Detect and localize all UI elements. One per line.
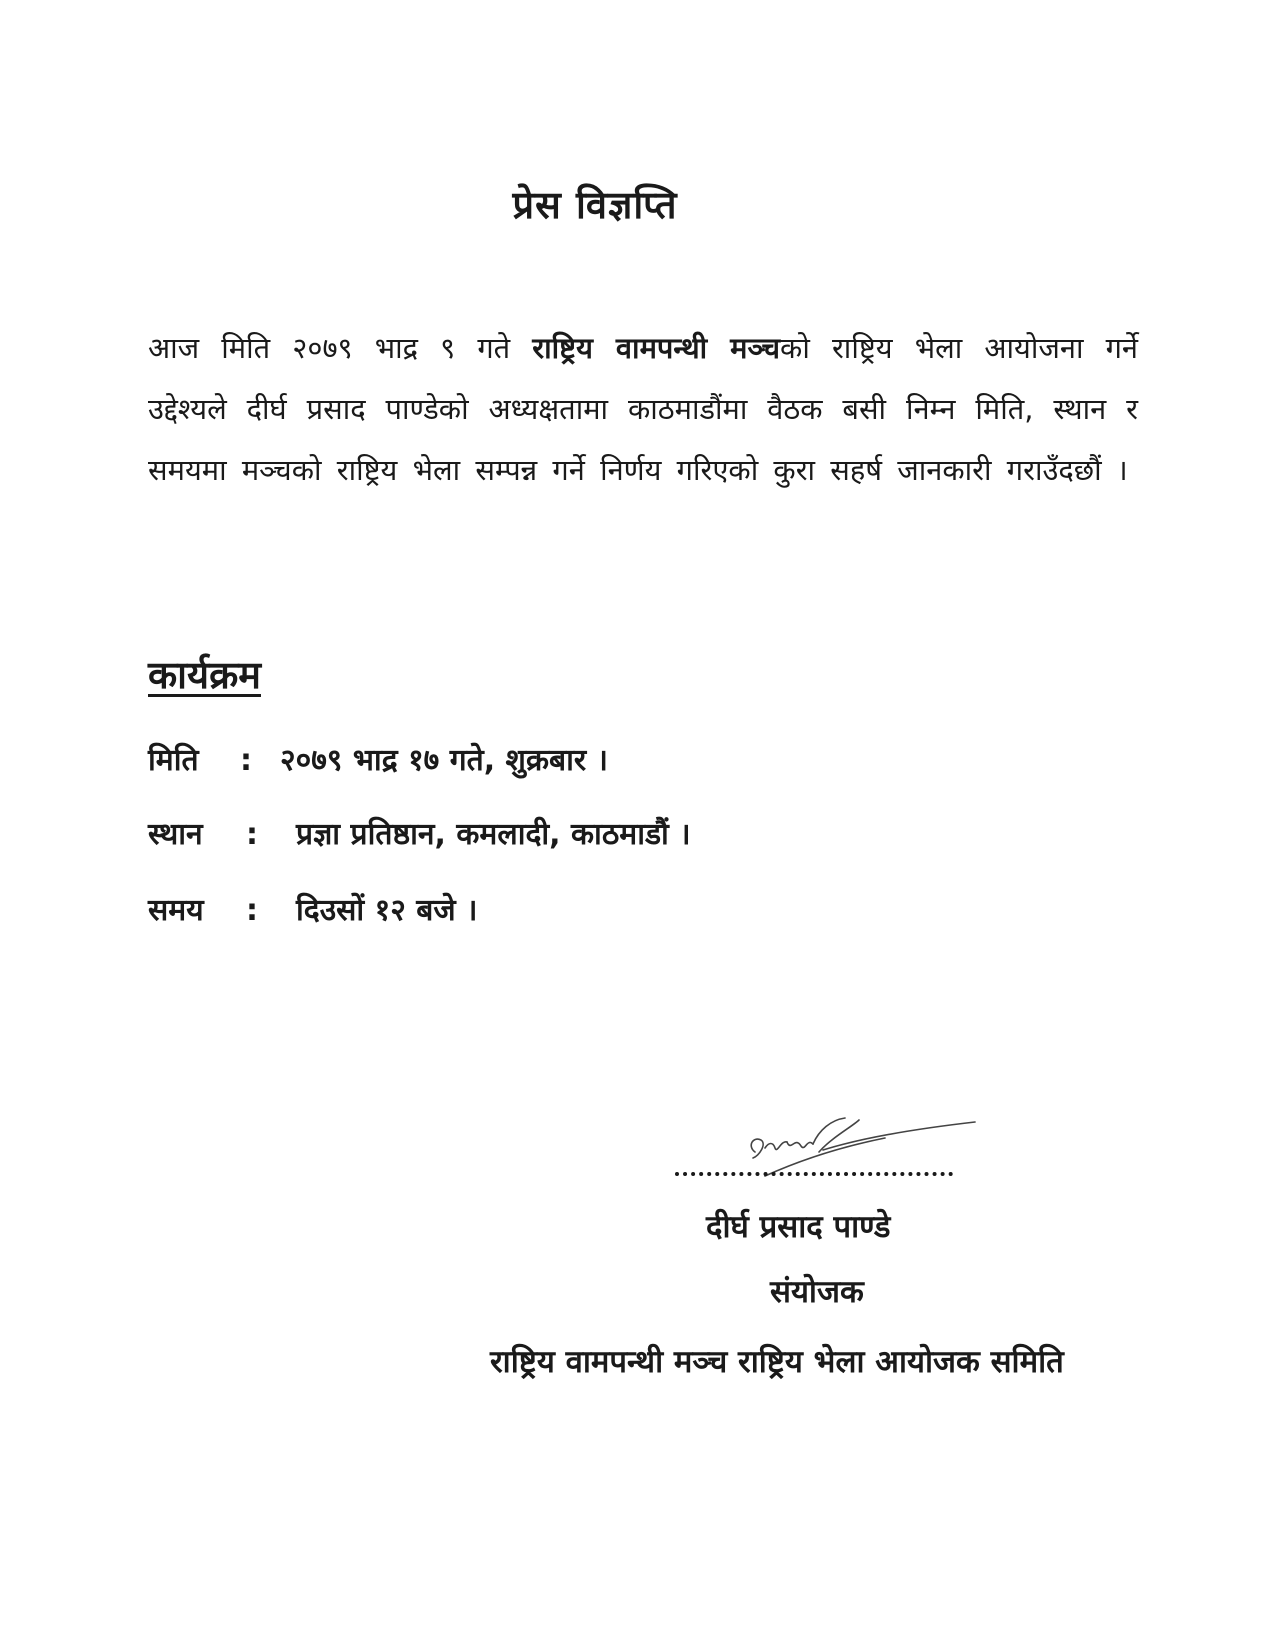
signature-line [675,1172,953,1176]
program-time-row [148,888,477,929]
signatory-name: दीर्घ प्रसाद पाण्डे [706,1209,891,1245]
program-date-row [148,738,608,779]
date-separator: : [240,743,252,778]
handwritten-signature [735,1112,985,1178]
time-label: समय [148,893,204,928]
time-value: दिउसों १२ बजे । [296,893,478,928]
program-heading: कार्यक्रम [148,653,261,697]
signatory-role: संयोजक [770,1274,864,1310]
intro-text-part1: आज मिति २०७९ भाद्र ९ गते [148,331,533,365]
date-value: २०७९ भाद्र १७ गते, शुक्रबार । [280,743,608,778]
signatory-organization: राष्ट्रिय वामपन्थी मञ्च राष्ट्रिय भेला आयोजक समिति [490,1344,1064,1380]
place-value: प्रज्ञा प्रतिष्ठान, कमलादी, काठमाडौं । [296,817,691,852]
time-separator: : [246,893,258,928]
intro-org-name: राष्ट्रिय वामपन्थी मञ्च [532,331,781,365]
document-title: प्रेस विज्ञप्ति [512,183,678,227]
date-label: मिति [148,743,199,778]
place-label: स्थान [148,817,203,852]
program-place-row [148,812,691,853]
intro-paragraph [148,318,1138,501]
intro-text-part2: को राष्ट्रिय भेला आयोजना गर्ने उद्देश्यले दीर्घ प्रसाद पाण्डेको अध्यक्षतामा काठमाडौंमा वैठक बसी निम्न मिति, स्थान र समयमा मञ्चको राष्ट्रिय भेला सम्पन्न गर्ने निर्णय गरिएको कुरा सहर्ष जानकारी गराउँदछौं । [148,331,1139,487]
place-separator: : [246,817,258,852]
